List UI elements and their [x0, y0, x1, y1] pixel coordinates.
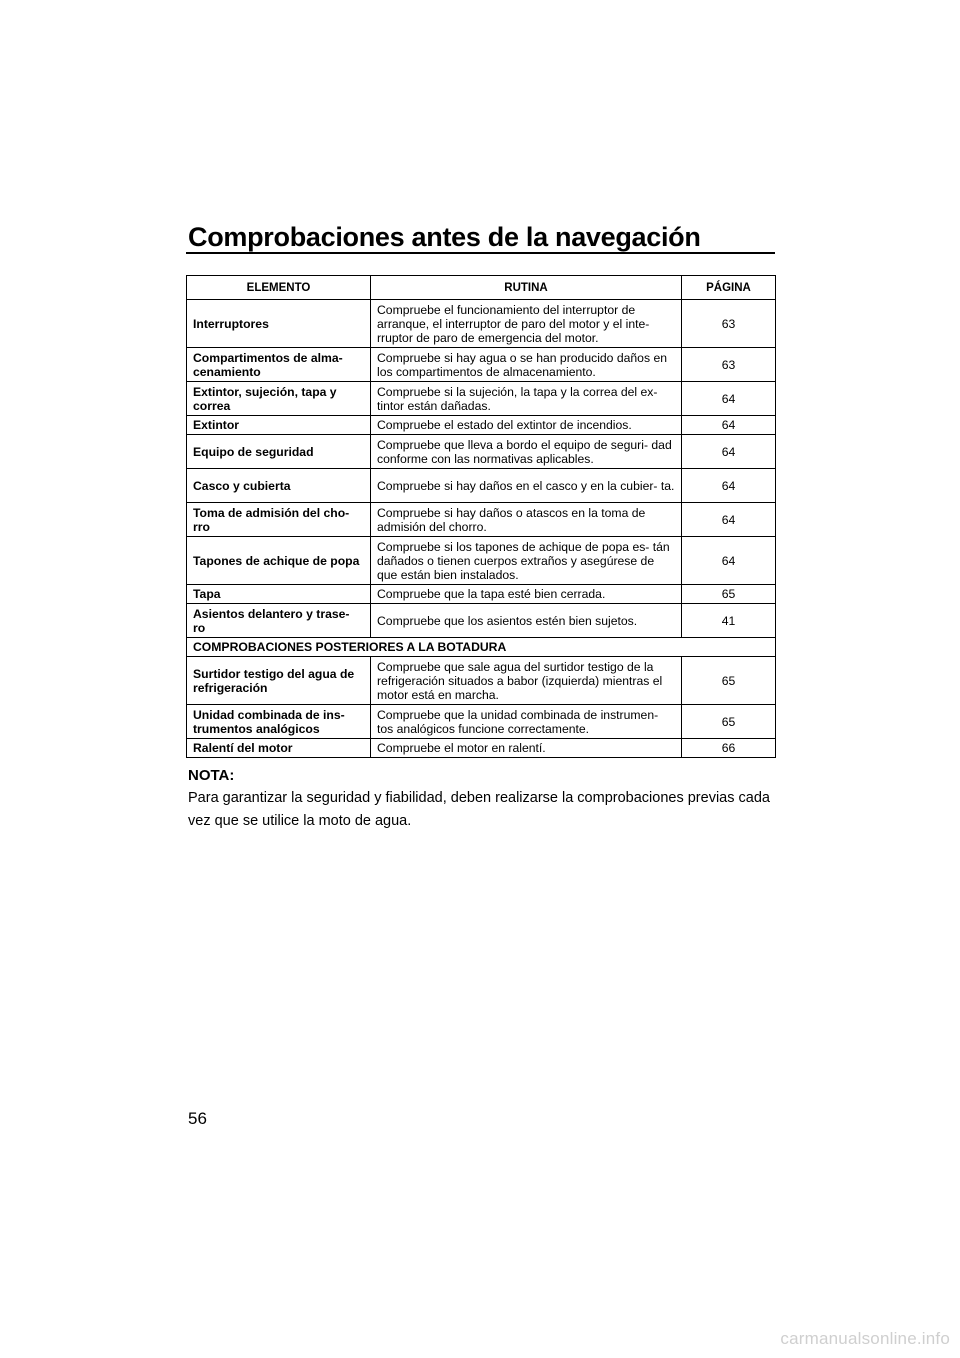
- page-number: 56: [188, 1109, 207, 1128]
- routine-cell: Compruebe que sale agua del surtidor testigo de la refrigeración situados a babor (izquierda) mientras el motor está en marcha.: [371, 657, 682, 705]
- page-cell: 64: [682, 416, 776, 435]
- routine-cell: Compruebe el funcionamiento del interruptor de arranque, el interruptor de paro del motor y el inte- rruptor de paro de emergencia del motor.: [371, 300, 682, 348]
- page-cell: 64: [682, 435, 776, 469]
- item-cell: Extintor, sujeción, tapa y correa: [187, 382, 371, 416]
- watermark: carmanualsonline.info: [780, 1329, 950, 1348]
- column-header-page: PÁGINA: [682, 276, 776, 300]
- section-row: [187, 638, 776, 657]
- routine-cell: Compruebe el estado del extintor de incendios.: [371, 416, 682, 435]
- table-row: [187, 537, 776, 585]
- item-cell: Unidad combinada de ins- trumentos analógicos: [187, 705, 371, 739]
- note-text: Para garantizar la seguridad y fiabilidad, deben realizarse la comprobaciones previas cada vez que se utilice la moto de agua.: [188, 790, 770, 829]
- item-cell: Tapa: [187, 585, 371, 604]
- table-row: [187, 416, 776, 435]
- item-cell: Equipo de seguridad: [187, 435, 371, 469]
- page-cell: 65: [682, 705, 776, 739]
- routine-cell: Compruebe que la unidad combinada de instrumen- tos analógicos funcione correctamente.: [371, 705, 682, 739]
- page-cell: 64: [682, 503, 776, 537]
- item-cell: Interruptores: [187, 300, 371, 348]
- page-title: Comprobaciones antes de la navegación: [188, 222, 701, 252]
- routine-cell: Compruebe el motor en ralentí.: [371, 739, 682, 758]
- table-row: [187, 585, 776, 604]
- column-header-routine: RUTINA: [371, 276, 682, 300]
- item-cell: Ralentí del motor: [187, 739, 371, 758]
- item-cell: Compartimentos de alma- cenamiento: [187, 348, 371, 382]
- item-cell: Tapones de achique de popa: [187, 537, 371, 585]
- table-row: [187, 348, 776, 382]
- page-cell: 64: [682, 469, 776, 503]
- table-row: [187, 503, 776, 537]
- table-row: [187, 657, 776, 705]
- page-cell: 65: [682, 585, 776, 604]
- item-cell: Extintor: [187, 416, 371, 435]
- page-cell: 65: [682, 657, 776, 705]
- page-cell: 64: [682, 382, 776, 416]
- column-header-item: ELEMENTO: [187, 276, 371, 300]
- routine-cell: Compruebe que la tapa esté bien cerrada.: [371, 585, 682, 604]
- page-cell: 41: [682, 604, 776, 638]
- table-row: [187, 300, 776, 348]
- routine-cell: Compruebe que los asientos estén bien sujetos.: [371, 604, 682, 638]
- item-cell: Surtidor testigo del agua de refrigeración: [187, 657, 371, 705]
- routine-cell: Compruebe si hay daños o atascos en la toma de admisión del chorro.: [371, 503, 682, 537]
- table-row: [187, 739, 776, 758]
- page-cell: 66: [682, 739, 776, 758]
- page-cell: 63: [682, 348, 776, 382]
- item-cell: Asientos delantero y trase- ro: [187, 604, 371, 638]
- page-cell: 63: [682, 300, 776, 348]
- routine-cell: Compruebe que lleva a bordo el equipo de seguri- dad conforme con las normativas aplicables.: [371, 435, 682, 469]
- routine-cell: Compruebe si la sujeción, la tapa y la correa del ex- tintor están dañadas.: [371, 382, 682, 416]
- pre-operation-checklist-table: [186, 275, 776, 758]
- table-row: [187, 382, 776, 416]
- item-cell: Casco y cubierta: [187, 469, 371, 503]
- section-heading: COMPROBACIONES POSTERIORES A LA BOTADURA: [187, 638, 776, 657]
- table-header-row: [187, 276, 776, 300]
- routine-cell: Compruebe si hay daños en el casco y en la cubier- ta.: [371, 469, 682, 503]
- routine-cell: Compruebe si los tapones de achique de popa es- tán dañados o tienen cuerpos extraños y asegúrese de que están bien instalados.: [371, 537, 682, 585]
- page-cell: 64: [682, 537, 776, 585]
- table-row: [187, 705, 776, 739]
- table-row: [187, 604, 776, 638]
- routine-cell: Compruebe si hay agua o se han producido daños en los compartimentos de almacenamiento.: [371, 348, 682, 382]
- title-rule: [186, 252, 775, 254]
- note-label: NOTA:: [188, 767, 235, 784]
- table-row: [187, 435, 776, 469]
- table-row: [187, 469, 776, 503]
- item-cell: Toma de admisión del cho- rro: [187, 503, 371, 537]
